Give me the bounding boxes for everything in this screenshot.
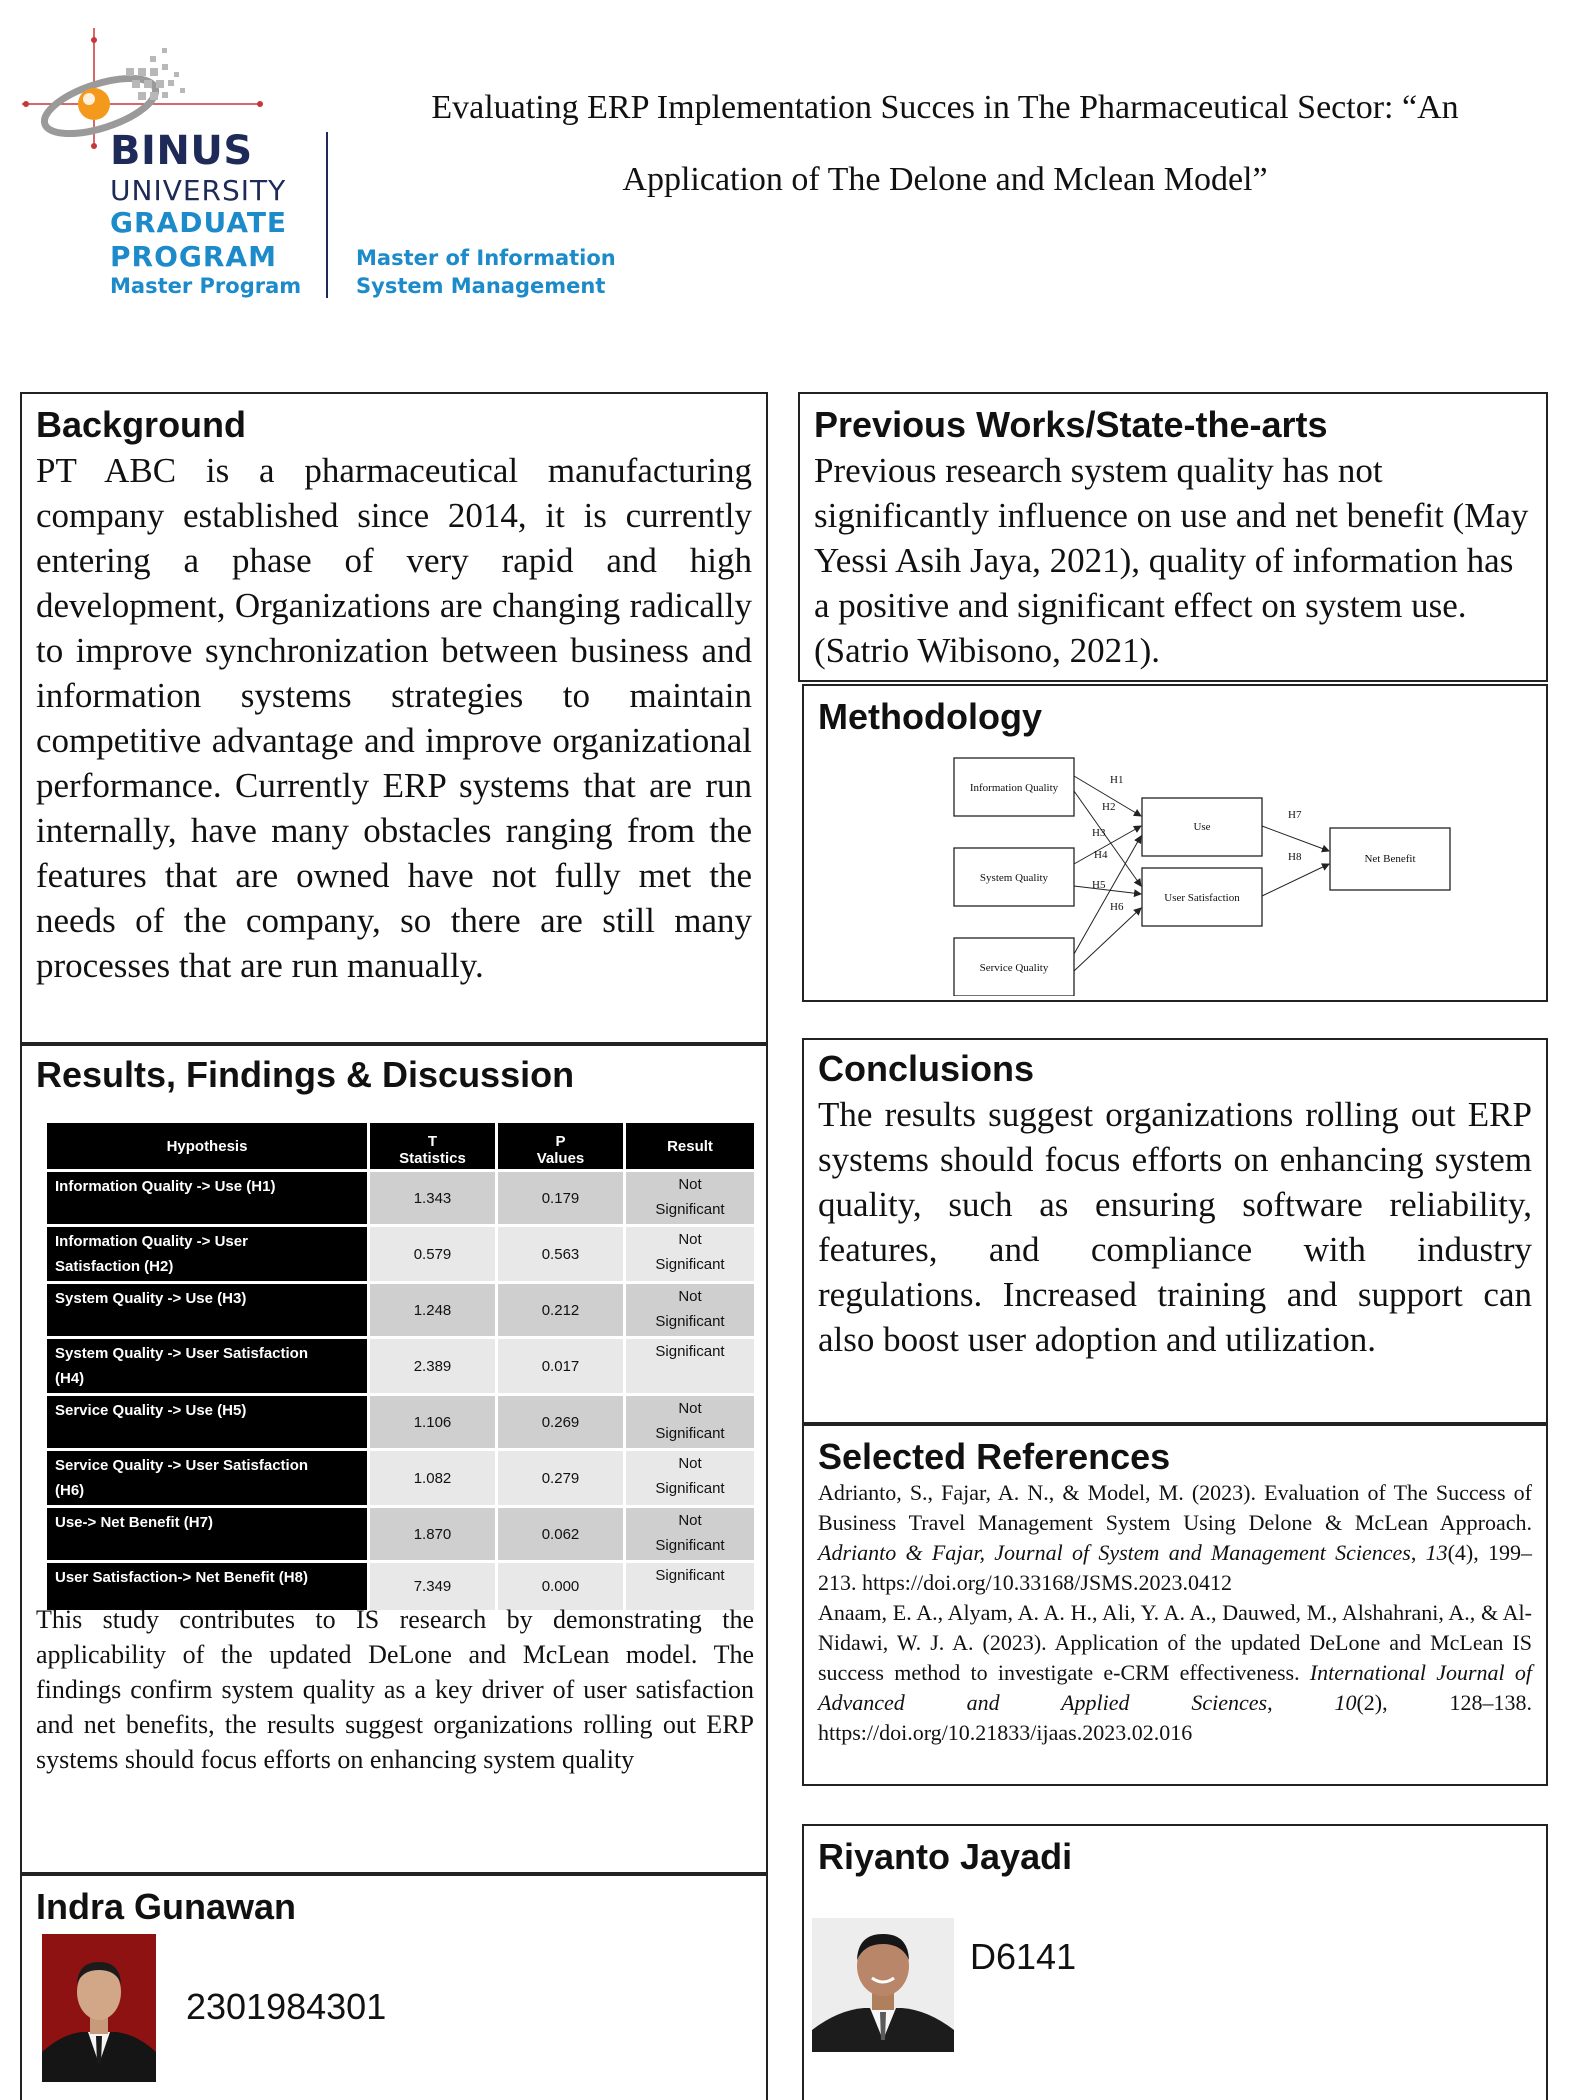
logo-master-program-text: Master Program xyxy=(110,274,302,298)
reference-1 xyxy=(818,1478,1532,1598)
column-header-t-line1: T xyxy=(427,1133,438,1150)
column-header-t-line2: Statistics xyxy=(399,1150,466,1167)
previous-works-panel xyxy=(798,392,1548,682)
hypothesis-text-cont: Satisfaction (H2) xyxy=(55,1258,174,1275)
result-text: Not xyxy=(678,1288,702,1305)
edge-label-h7: H7 xyxy=(1288,809,1302,821)
t-statistic-cell: 1.106 xyxy=(370,1396,495,1448)
p-value-cell: 0.269 xyxy=(498,1396,623,1448)
results-discussion-text: This study contributes to IS research by demonstrating the applicability of the updated DeLone and McLean model. The findings confirm system quality as a key driver of user satisfaction and net benefits, the results suggest organizations rolling out ERP systems should focus efforts on enhancing system quality xyxy=(36,1605,754,1774)
hypothesis-cell xyxy=(47,1284,367,1336)
result-text-cont: Significant xyxy=(655,1537,725,1554)
poster-title-line2: Application of The Delone and Mclean Model” xyxy=(622,161,1268,198)
hypothesis-text: Information Quality -> User xyxy=(55,1233,248,1250)
result-text-cont: Significant xyxy=(655,1313,725,1330)
table-row xyxy=(47,1396,754,1448)
t-statistic-cell: 1.870 xyxy=(370,1508,495,1560)
column-header-p-line2: Values xyxy=(536,1150,585,1167)
conclusions-heading: Conclusions xyxy=(818,1048,1035,1089)
hypothesis-cell xyxy=(47,1227,367,1281)
table-row xyxy=(47,1284,754,1336)
author-id: 2301984301 xyxy=(186,1986,387,2027)
previous-works-heading: Previous Works/State-the-arts xyxy=(814,404,1328,445)
hypothesis-results-table xyxy=(44,1120,757,1613)
table-header-row xyxy=(47,1123,754,1169)
table-row xyxy=(47,1451,754,1505)
result-cell xyxy=(626,1508,754,1560)
hypothesis-text: System Quality -> User Satisfaction xyxy=(55,1345,309,1362)
logo-binus-text: BINUS xyxy=(110,128,253,174)
table-row xyxy=(47,1172,754,1224)
node-user-satisfaction-label: User Satisfaction xyxy=(1164,892,1240,904)
t-statistic-cell: 0.579 xyxy=(370,1227,495,1281)
hypothesis-cell xyxy=(47,1172,367,1224)
result-cell xyxy=(626,1339,754,1393)
hypothesis-text: Use-> Net Benefit (H7) xyxy=(55,1514,213,1531)
results-heading: Results, Findings & Discussion xyxy=(36,1054,575,1095)
conclusions-panel xyxy=(802,1038,1548,1424)
background-text: PT ABC is a pharmaceutical manufacturing company established since 2014, it is currently entering a phase of very rapid and high development, Organizations are changing radically to improve synchronization between business and information systems strategies to maintain competitive advantage and improve organizational performance. Currently ERP systems that are run internally, have many obstacles ranging from the features that are owned have not fully met the needs of the company, so there are still many processes that are run manually. xyxy=(36,451,752,985)
logo-university-text: UNIVERSITY xyxy=(110,174,287,207)
background-heading: Background xyxy=(36,404,247,445)
result-text-cont: Significant xyxy=(655,1480,725,1497)
edge-label-h3: H3 xyxy=(1092,827,1106,839)
reference-1-authors: Adrianto, S., Fajar, A. N., & Model, M. (2023). Evaluation of The Success of Business Travel Management System Using Delone & McLean Approach. xyxy=(818,1480,1532,1535)
hypothesis-cell xyxy=(47,1451,367,1505)
logo-program-text: PROGRAM xyxy=(110,240,277,273)
hypothesis-text: Service Quality -> Use (H5) xyxy=(55,1402,247,1419)
reference-1-separator: , xyxy=(1410,1540,1426,1565)
t-statistic-cell: 1.082 xyxy=(370,1451,495,1505)
logo-department-line1: Master of Information xyxy=(356,246,616,270)
p-value-cell: 0.563 xyxy=(498,1227,623,1281)
author-photo-riyanto xyxy=(812,1918,954,2052)
result-text: Not xyxy=(678,1400,702,1417)
reference-2 xyxy=(818,1598,1532,1748)
delone-mclean-model-diagram xyxy=(804,746,1524,996)
column-header-p-values xyxy=(498,1123,623,1169)
previous-works-text: Previous research system quality has not significantly influence on use and net benefit (May Yessi Asih Jaya, 2021), quality of information has a positive and significant effect on system use. (Satrio Wibisono, 2021). xyxy=(814,451,1529,670)
p-value-cell: 0.179 xyxy=(498,1172,623,1224)
column-header-t-statistics xyxy=(370,1123,495,1169)
p-value-cell: 0.000 xyxy=(498,1563,623,1610)
result-cell xyxy=(626,1227,754,1281)
result-text: Significant xyxy=(655,1567,725,1584)
hypothesis-text: Service Quality -> User Satisfaction xyxy=(55,1457,309,1474)
edge-label-h6: H6 xyxy=(1110,901,1124,913)
author-id: D6141 xyxy=(970,1936,1077,1977)
p-value-cell: 0.279 xyxy=(498,1451,623,1505)
t-statistic-cell: 2.389 xyxy=(370,1339,495,1393)
hypothesis-text: User Satisfaction-> Net Benefit (H8) xyxy=(55,1569,308,1586)
poster-title-line1: Evaluating ERP Implementation Succes in The Pharmaceutical Sector: “An xyxy=(431,89,1459,126)
table-row xyxy=(47,1508,754,1560)
reference-2-rest: (2), 128–138. https://doi.org/10.21833/ijaas.2023.02.016 xyxy=(818,1690,1533,1745)
references-heading: Selected References xyxy=(818,1436,1171,1477)
result-text-cont: Significant xyxy=(655,1201,725,1218)
node-service-quality-label: Service Quality xyxy=(979,962,1049,974)
reference-2-journal: International Journal of Advanced and Applied Sciences xyxy=(818,1660,1533,1715)
result-text-cont: Significant xyxy=(655,1256,725,1273)
node-information-quality-label: Information Quality xyxy=(969,782,1059,794)
edge-h5 xyxy=(1074,836,1141,954)
hypothesis-cell xyxy=(47,1508,367,1560)
result-cell xyxy=(626,1451,754,1505)
result-text: Significant xyxy=(655,1343,725,1360)
result-text: Not xyxy=(678,1176,702,1193)
hypothesis-text-cont: (H4) xyxy=(55,1370,85,1387)
result-cell xyxy=(626,1172,754,1224)
reference-2-separator: , xyxy=(1267,1690,1335,1715)
author-name: Indra Gunawan xyxy=(36,1886,297,1927)
p-value-cell: 0.212 xyxy=(498,1284,623,1336)
result-text: Not xyxy=(678,1231,702,1248)
edge-label-h2: H2 xyxy=(1102,801,1116,813)
result-cell xyxy=(626,1396,754,1448)
result-text: Not xyxy=(678,1455,702,1472)
hypothesis-cell xyxy=(47,1339,367,1393)
edge-h4 xyxy=(1074,886,1141,894)
logo-department-line2: System Management xyxy=(356,274,606,298)
edge-h7 xyxy=(1262,826,1329,851)
edge-label-h1: H1 xyxy=(1110,774,1124,786)
logo-divider xyxy=(326,132,328,298)
author-photo-indra xyxy=(42,1934,156,2082)
column-header-p-line1: P xyxy=(555,1133,566,1150)
reference-1-journal: Adrianto & Fajar, Journal of System and Management Sciences xyxy=(818,1540,1411,1565)
reference-1-volume: 13 xyxy=(1425,1540,1448,1565)
edge-label-h8: H8 xyxy=(1288,851,1302,863)
t-statistic-cell: 1.248 xyxy=(370,1284,495,1336)
hypothesis-text: Information Quality -> Use (H1) xyxy=(55,1178,276,1195)
p-value-cell: 0.017 xyxy=(498,1339,623,1393)
edge-label-h5: H5 xyxy=(1092,879,1106,891)
edge-h6 xyxy=(1074,908,1141,971)
reference-2-volume: 10 xyxy=(1334,1690,1357,1715)
result-text-cont: Significant xyxy=(655,1425,725,1442)
node-use-label: Use xyxy=(1193,821,1211,833)
t-statistic-cell: 7.349 xyxy=(370,1563,495,1610)
references-panel xyxy=(802,1424,1548,1786)
author-name: Riyanto Jayadi xyxy=(818,1836,1073,1877)
table-row xyxy=(47,1339,754,1393)
column-header-result: Result xyxy=(626,1123,754,1169)
results-panel xyxy=(20,1044,768,1874)
node-net-benefit-label: Net Benefit xyxy=(1364,853,1416,865)
logo-graduate-text: GRADUATE xyxy=(110,206,288,239)
edge-h8 xyxy=(1262,864,1329,896)
hypothesis-text-cont: (H6) xyxy=(55,1482,85,1499)
background-panel xyxy=(20,392,768,1044)
table-row xyxy=(47,1227,754,1281)
methodology-heading: Methodology xyxy=(818,696,1042,737)
result-text: Not xyxy=(678,1512,702,1529)
edge-label-h4: H4 xyxy=(1094,849,1108,861)
poster-title xyxy=(360,72,1530,216)
node-system-quality-label: System Quality xyxy=(979,872,1049,884)
result-cell xyxy=(626,1284,754,1336)
author-panel-riyanto xyxy=(802,1824,1548,2100)
edge-h3 xyxy=(1074,826,1141,864)
p-value-cell: 0.062 xyxy=(498,1508,623,1560)
column-header-hypothesis: Hypothesis xyxy=(47,1123,367,1169)
methodology-panel xyxy=(802,684,1548,1002)
reference-2-authors: Anaam, E. A., Alyam, A. A. H., Ali, Y. A. A., Dauwed, M., Alshahrani, A., & Al-Nidawi, W. J. A. (2023). Application of the updated DeLone and McLean IS success method to investigate e-CRM effectiveness. xyxy=(818,1600,1532,1685)
conclusions-text: The results suggest organizations rolling out ERP systems should focus efforts on enhancing system quality, such as ensuring software reliability, features, and compliance with industry regulations. Increased training and support can also boost user adoption and utilization. xyxy=(818,1095,1532,1359)
reference-1-rest: (4), 199–213. https://doi.org/10.33168/JSMS.2023.0412 xyxy=(818,1540,1533,1595)
hypothesis-text: System Quality -> Use (H3) xyxy=(55,1290,247,1307)
author-panel-indra xyxy=(20,1874,768,2100)
t-statistic-cell: 1.343 xyxy=(370,1172,495,1224)
hypothesis-cell xyxy=(47,1396,367,1448)
